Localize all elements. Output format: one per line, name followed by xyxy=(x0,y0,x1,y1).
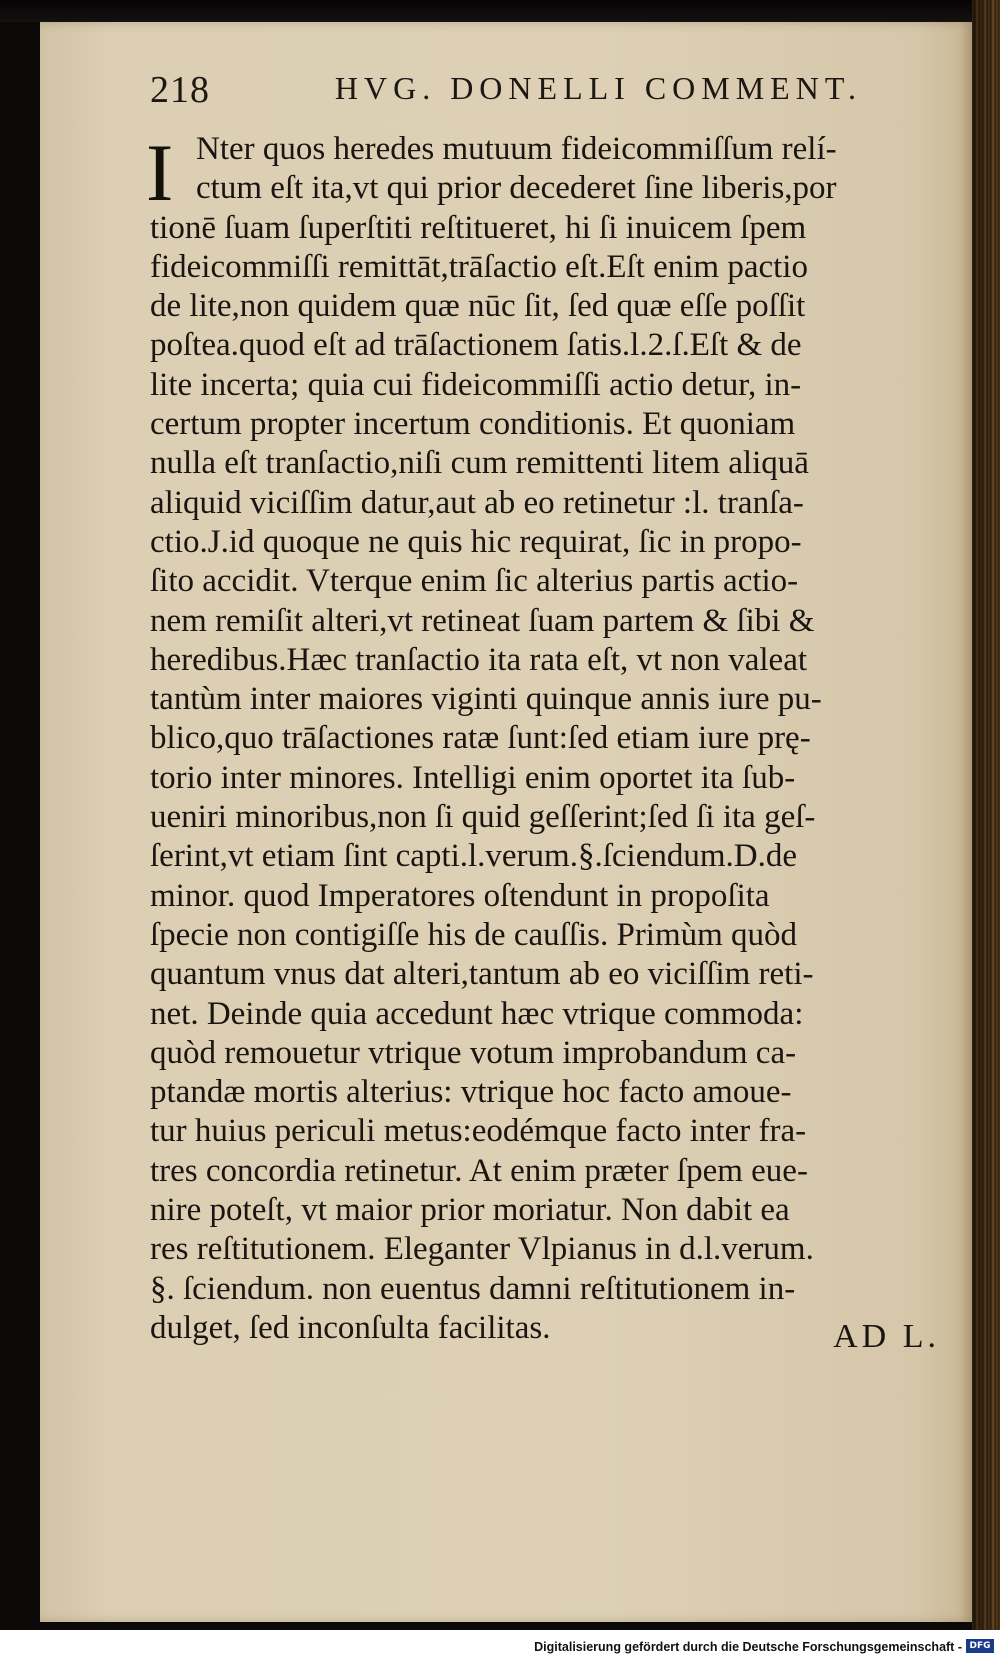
text-line: poſtea.quod eſt ad trāſactionem ſatis.l.2.ſ.Eſt & de xyxy=(150,327,802,364)
text-line: tionē ſuam ſuperſtiti reſtitueret, hi ſi inuicem ſpem xyxy=(150,209,807,246)
book-fore-edge xyxy=(972,0,1000,1630)
text-line: net. Deinde quia accedunt hæc vtrique commoda: xyxy=(150,995,804,1032)
text-line: torio inter minores. Intelligi enim oportet ita ſub- xyxy=(150,759,796,796)
text-line: blico,quo trāſactiones ratæ ſunt:ſed etiam iure prę- xyxy=(150,720,811,757)
text-line: §. ſciendum. non euentus damni reſtitutionem in- xyxy=(150,1270,796,1307)
text-line: dulget, ſed inconſulta facilitas. xyxy=(150,1309,551,1346)
text-line: nire poteſt, vt maior prior moriatur. Non dabit ea xyxy=(150,1192,790,1229)
drop-cap-initial: I xyxy=(146,127,174,218)
funding-credit: Digitalisierung gefördert durch die Deutsche Forschungsgemeinschaft - xyxy=(534,1640,962,1654)
text-line: ctio.J.id quoque ne quis hic requirat, ſic in propo- xyxy=(150,523,802,560)
text-line: quòd remouetur vtrique votum improbandum ca- xyxy=(150,1034,797,1071)
text-line: lite incerta; quia cui fideicommiſſi actio detur, in- xyxy=(150,366,802,403)
text-line: certum propter incertum conditionis. Et quoniam xyxy=(150,406,796,443)
text-line: fideicommiſſi remittāt,trāſactio eſt.Eſt enim pactio xyxy=(150,248,808,285)
text-line: res reſtitutionem. Eleganter Vlpianus in d.l.verum. xyxy=(150,1231,814,1268)
text-line: ſerint,vt etiam ſint capti.l.verum.§.ſciendum.D.de xyxy=(150,838,797,875)
text-line: quantum vnus dat alteri,tantum ab eo viciſſim reti- xyxy=(150,956,814,993)
scan-top-edge xyxy=(0,0,1000,22)
dfg-logo-icon: DFG xyxy=(966,1639,994,1653)
text-line: ctum eſt ita,vt qui prior decederet ſine liberis,por xyxy=(196,170,837,207)
text-line: ſito accidit. Vterque enim ſic alterius partis actio- xyxy=(150,563,799,600)
digitization-footer xyxy=(0,1630,1000,1666)
text-line: aliquid viciſſim datur,aut ab eo retinetur :l. tranſa- xyxy=(150,484,804,521)
text-line: nem remiſit alteri,vt retineat ſuam partem & ſibi & xyxy=(150,602,815,639)
text-line: heredibus.Hæc tranſactio ita rata eſt, vt non valeat xyxy=(150,641,808,678)
body-text xyxy=(146,127,910,1348)
text-line: Nter quos heredes mutuum fideicommiſſum relí- xyxy=(196,131,837,167)
page-header xyxy=(150,68,862,118)
text-line: ptandæ mortis alterius: vtrique hoc facto amoue- xyxy=(150,1074,792,1111)
text-line: ueniri minoribus,non ſi quid geſſerint;ſed ſi ita geſ- xyxy=(150,799,816,836)
running-title: HVG. DONELLI COMMENT. xyxy=(334,70,862,106)
text-line: ſpecie non contigiſſe his de cauſſis. Primùm quòd xyxy=(150,916,798,953)
text-line: tantùm inter maiores viginti quinque annis iure pu- xyxy=(150,681,822,718)
text-line: de lite,non quidem quæ nūc ſit, ſed quæ eſſe poſſit xyxy=(150,288,806,325)
text-line: tres concordia retinetur. At enim præter ſpem eue- xyxy=(150,1152,808,1189)
text-line: tur huius periculi metus:eodémque facto inter fra- xyxy=(150,1113,807,1150)
page-number: 218 xyxy=(150,69,210,111)
catchword: AD L. xyxy=(833,1318,940,1355)
text-line: nulla eſt tranſactio,niſi cum remittenti litem aliquā xyxy=(150,445,809,482)
text-line: minor. quod Imperatores oſtendunt in propoſita xyxy=(150,877,770,914)
